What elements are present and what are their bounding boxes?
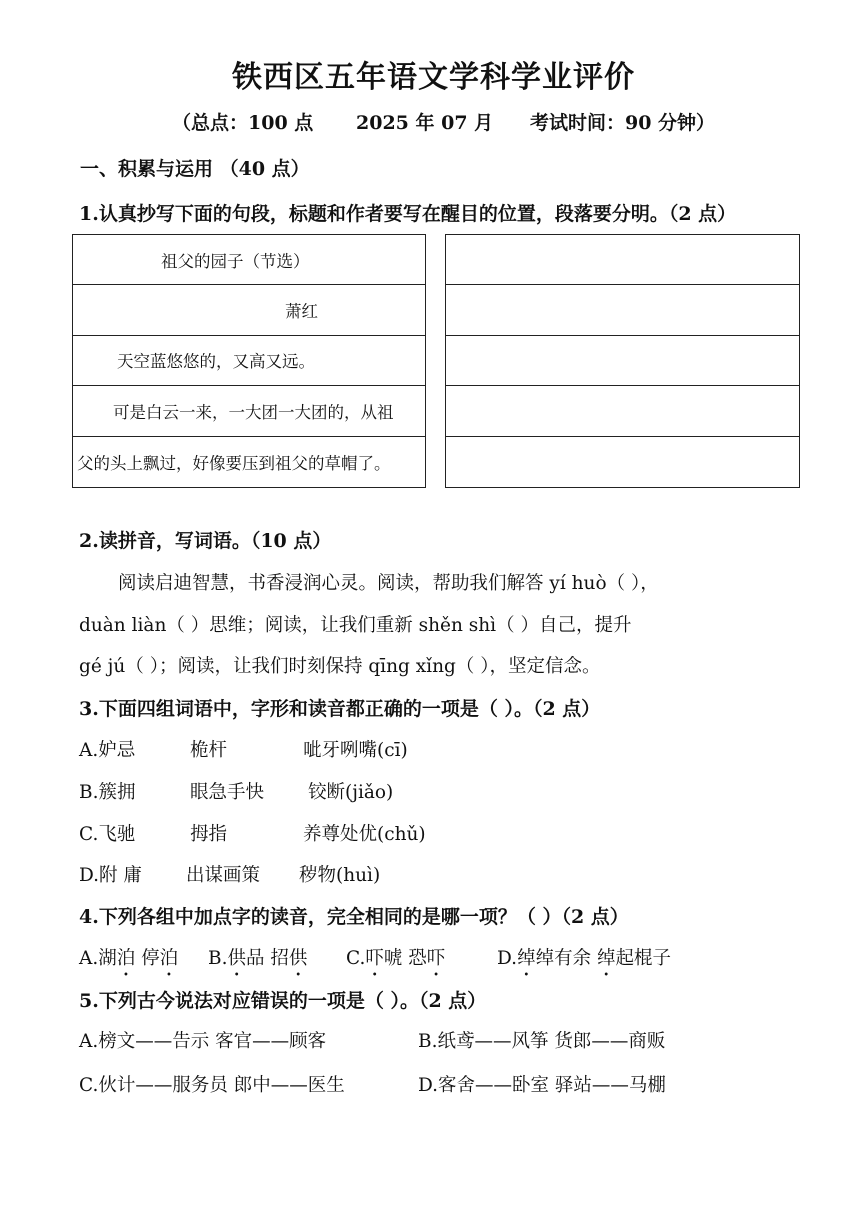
page-title: 铁西区五年语文学科学业评价: [232, 60, 635, 95]
answer-row[interactable]: [446, 285, 799, 335]
q3-option-c-word3: 养尊处优(chǔ): [303, 824, 426, 845]
table-row: 父的头上飘过，好像要压到祖父的草帽了。: [77, 453, 391, 473]
exam-date: 2025 年 07 月: [356, 112, 494, 134]
question-4: 4.下列各组中加点字的读音，完全相同的是哪一项？（ ）（2 点）: [79, 906, 629, 928]
q3-option-b-word1: B.簇拥: [79, 782, 136, 803]
q5-option-c: C.伙计——服务员 郎中——医生: [79, 1075, 345, 1096]
question-2: 2.读拼音，写词语。（10 点）: [79, 530, 332, 552]
q4-option-b: B.供品 招供: [208, 948, 308, 969]
q3-option-d-word2: 出谋画策: [186, 865, 261, 886]
q3-option-d-word1: D.附 庸: [79, 865, 142, 886]
q2-line-1: 阅读启迪智慧，书香浸润心灵。阅读，帮助我们解答 yí huò（ ），: [118, 573, 659, 594]
table-row: 天空蓝悠悠的，又高又远。: [73, 336, 425, 386]
table-row: 可是白云一来，一大团一大团的，从祖: [73, 386, 425, 436]
exam-time: 考试时间：90 分钟）: [530, 112, 716, 134]
question-5: 5.下列古今说法对应错误的一项是（ ）。（2 点）: [79, 990, 487, 1012]
answer-row[interactable]: [446, 235, 799, 285]
answer-row[interactable]: [446, 336, 799, 386]
q5-option-a: A.榜文——告示 客官——顾客: [79, 1031, 327, 1052]
question-3: 3.下面四组词语中，字形和读音都正确的一项是（ ）。（2 点）: [79, 698, 601, 720]
q3-option-a-word2: 桅杆: [190, 740, 228, 761]
q3-option-c-word2: 拇指: [190, 824, 228, 845]
q4-option-d: D.绰绰有余 绰起棍子: [497, 948, 671, 969]
answer-row[interactable]: [446, 437, 799, 487]
q2-line-3: gé jú（ ）；阅读，让我们时刻保持 qīng xǐng（ ），坚定信念。: [79, 656, 601, 677]
question-1: 1.认真抄写下面的句段，标题和作者要写在醒目的位置，段落要分明。（2 点）: [79, 203, 737, 225]
q3-option-d-word3: 秽物(huì): [299, 865, 381, 886]
q3-option-a-word1: A.妒忌: [79, 740, 136, 761]
section-heading: 一、积累与运用 （40 点）: [80, 158, 310, 180]
q5-option-b: B.纸鸢——风筝 货郎——商贩: [418, 1031, 666, 1052]
q3-option-c-word1: C.飞驰: [79, 824, 136, 845]
answer-row[interactable]: [446, 386, 799, 436]
table-row: 萧红: [73, 285, 425, 335]
q3-option-a-word3: 呲牙咧嘴(cī): [303, 740, 408, 761]
q4-option-a: A.湖泊 停泊: [79, 948, 179, 969]
q3-option-b-word3: 铰断(jiǎo): [308, 782, 394, 803]
q3-option-b-word2: 眼急手快: [190, 782, 265, 803]
table-row: 祖父的园子（节选）: [73, 235, 425, 285]
q4-option-c: C.吓唬 恐吓: [346, 948, 446, 969]
source-text-table: [72, 234, 426, 488]
copy-answer-table[interactable]: [445, 234, 800, 488]
q5-option-d: D.客舍——卧室 驿站——马棚: [418, 1075, 666, 1096]
q2-line-2: duàn liàn（ ）思维；阅读，让我们重新 shěn shì（ ）自己，提升: [79, 615, 632, 636]
total-score: （总点：100 点: [172, 112, 314, 134]
